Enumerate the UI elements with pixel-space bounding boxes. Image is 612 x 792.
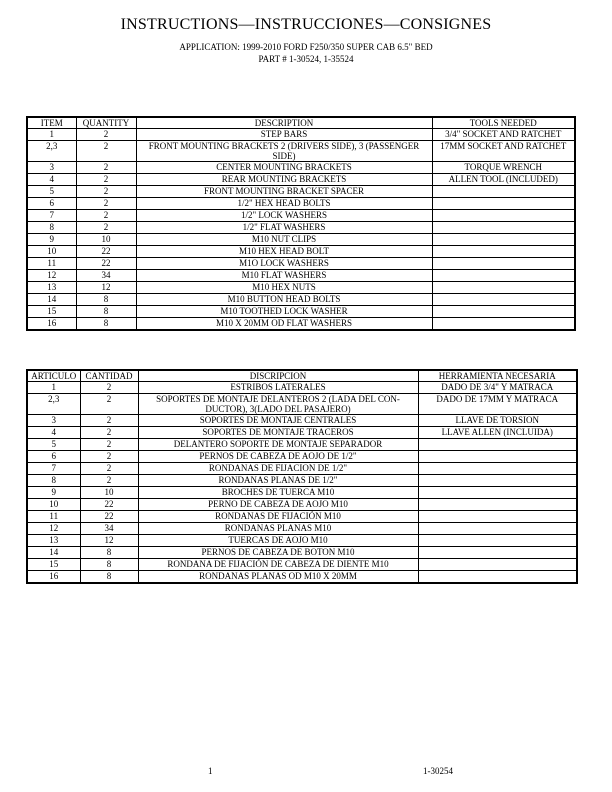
cell-description: M10 HEX NUTS — [136, 282, 432, 294]
cell-item: 15 — [27, 306, 76, 318]
cell-item: 3 — [27, 415, 80, 427]
cell-description: FRONT MOUNTING BRACKET SPACER — [136, 186, 432, 198]
cell-quantity: 22 — [76, 246, 136, 258]
cell-tools — [432, 294, 575, 306]
cell-tools — [418, 571, 577, 584]
table-row — [27, 174, 575, 186]
cell-item: 11 — [27, 511, 80, 523]
table-row — [27, 394, 577, 415]
cell-item: 13 — [27, 535, 80, 547]
table-row — [27, 141, 575, 162]
table-row — [27, 487, 577, 499]
cell-description: M1O LOCK WASHERS — [136, 258, 432, 270]
cell-description: RONDANAS DE FIJACIÓN M10 — [138, 511, 418, 523]
header-description: DESCRIPTION — [136, 117, 432, 129]
cell-description: M10 HEX HEAD BOLT — [136, 246, 432, 258]
cell-item: 4 — [27, 427, 80, 439]
cell-description: M10 TOOTHED LOCK WASHER — [136, 306, 432, 318]
cell-item: 10 — [27, 246, 76, 258]
table-row — [27, 246, 575, 258]
cell-tools — [432, 186, 575, 198]
cell-quantity: 2 — [80, 427, 138, 439]
cell-item: 1 — [27, 382, 80, 394]
header-articulo: ARTICULO — [27, 370, 80, 382]
cell-quantity: 2 — [76, 174, 136, 186]
cell-quantity: 12 — [76, 282, 136, 294]
table-row — [27, 198, 575, 210]
cell-tools — [432, 282, 575, 294]
cell-quantity: 8 — [80, 571, 138, 584]
cell-description: FRONT MOUNTING BRACKETS 2 (DRIVERS SIDE), 3 (PASSENGER SIDE) — [136, 141, 432, 162]
cell-description: SOPORTES DE MONTAJE DELANTEROS 2 (LADA DEL CON- DUCTOR), 3(LADO DEL PASAJERO) — [138, 394, 418, 415]
table-row — [27, 210, 575, 222]
cell-quantity: 8 — [80, 547, 138, 559]
cell-description: ESTRIBOS LATERALES — [138, 382, 418, 394]
cell-tools — [418, 439, 577, 451]
cell-description: SOPORTES DE MONTAJE CENTRALES — [138, 415, 418, 427]
cell-quantity: 2 — [76, 141, 136, 162]
table-row — [27, 306, 575, 318]
cell-tools — [432, 234, 575, 246]
cell-description: TUERCAS DE AOJO M10 — [138, 535, 418, 547]
cell-tools — [418, 547, 577, 559]
cell-quantity: 2 — [76, 198, 136, 210]
cell-description: M10 X 20MM OD FLAT WASHERS — [136, 318, 432, 331]
cell-item: 6 — [27, 451, 80, 463]
cell-tools — [432, 198, 575, 210]
cell-tools — [432, 222, 575, 234]
table-row — [27, 559, 577, 571]
cell-item: 8 — [27, 475, 80, 487]
cell-description: M10 BUTTON HEAD BOLTS — [136, 294, 432, 306]
cell-item: 16 — [27, 571, 80, 584]
cell-quantity: 2 — [80, 451, 138, 463]
cell-tools: ALLEN TOOL (INCLUDED) — [432, 174, 575, 186]
table-header-row — [27, 117, 575, 129]
cell-description: RONDANAS PLANAS DE 1/2" — [138, 475, 418, 487]
cell-item: 2,3 — [27, 394, 80, 415]
cell-tools: LLAVE DE TORSION — [418, 415, 577, 427]
cell-tools — [432, 258, 575, 270]
application-line: APPLICATION: 1999-2010 FORD F250/350 SUPER CAB 6.5" BED — [179, 42, 433, 52]
header-discripcion: DISCRIPCION — [138, 370, 418, 382]
cell-quantity: 2 — [80, 439, 138, 451]
cell-item: 7 — [27, 210, 76, 222]
table-row — [27, 439, 577, 451]
cell-item: 8 — [27, 222, 76, 234]
header-herramienta: HERRAMIENTA NECESARIA — [418, 370, 577, 382]
table-row — [27, 463, 577, 475]
cell-description: SOPORTES DE MONTAJE TRACEROS — [138, 427, 418, 439]
cell-description: CENTER MOUNTING BRACKETS — [136, 162, 432, 174]
cell-quantity: 8 — [80, 559, 138, 571]
cell-item: 14 — [27, 547, 80, 559]
cell-description: REAR MOUNTING BRACKETS — [136, 174, 432, 186]
cell-item: 10 — [27, 499, 80, 511]
cell-item: 3 — [27, 162, 76, 174]
table-row — [27, 523, 577, 535]
cell-description: RONDANAS DE FIJACION DE 1/2" — [138, 463, 418, 475]
cell-description: RONDANAS PLANAS M10 — [138, 523, 418, 535]
cell-tools: TORQUE WRENCH — [432, 162, 575, 174]
cell-description: M10 FLAT WASHERS — [136, 270, 432, 282]
table-row — [27, 427, 577, 439]
document-number: 1-30254 — [423, 766, 453, 776]
table-header-row — [27, 370, 577, 382]
cell-item: 12 — [27, 523, 80, 535]
table-row — [27, 535, 577, 547]
cell-tools — [432, 246, 575, 258]
cell-tools — [432, 318, 575, 331]
cell-item: 7 — [27, 463, 80, 475]
cell-tools: DADO DE 3/4" Y MATRACA — [418, 382, 577, 394]
cell-description: 1/2" HEX HEAD BOLTS — [136, 198, 432, 210]
cell-quantity: 2 — [80, 382, 138, 394]
table-row — [27, 282, 575, 294]
cell-tools: DADO DE 17MM Y MATRACA — [418, 394, 577, 415]
cell-quantity: 10 — [76, 234, 136, 246]
table-row — [27, 129, 575, 141]
cell-tools — [418, 463, 577, 475]
cell-item: 4 — [27, 174, 76, 186]
parts-table-english — [26, 116, 576, 331]
cell-item: 13 — [27, 282, 76, 294]
cell-description: PERNOS DE CABEZA DE BOTON M10 — [138, 547, 418, 559]
header-quantity: QUANTITY — [76, 117, 136, 129]
cell-item: 6 — [27, 198, 76, 210]
cell-quantity: 8 — [76, 318, 136, 331]
cell-tools — [418, 559, 577, 571]
part-number-line: PART # 1-30524, 1-35524 — [258, 54, 354, 64]
table-row — [27, 547, 577, 559]
cell-item: 15 — [27, 559, 80, 571]
parts-table-spanish — [26, 369, 578, 584]
cell-description: M10 NUT CLIPS — [136, 234, 432, 246]
table-row — [27, 234, 575, 246]
page-title: INSTRUCTIONS—INSTRUCCIONES—CONSIGNES — [120, 16, 492, 33]
cell-quantity: 2 — [80, 394, 138, 415]
cell-quantity: 12 — [80, 535, 138, 547]
cell-description: BROCHES DE TUERCA M10 — [138, 487, 418, 499]
cell-quantity: 2 — [80, 463, 138, 475]
cell-description: PERNO DE CABEZA DE AOJO M10 — [138, 499, 418, 511]
cell-tools — [418, 511, 577, 523]
cell-quantity: 2 — [76, 162, 136, 174]
cell-item: 1 — [27, 129, 76, 141]
cell-item: 9 — [27, 487, 80, 499]
cell-description: DELANTERO SOPORTE DE MONTAJE SEPARADOR — [138, 439, 418, 451]
cell-quantity: 22 — [76, 258, 136, 270]
header-tools-needed: TOOLS NEEDED — [432, 117, 575, 129]
table-row — [27, 499, 577, 511]
cell-tools: 3/4" SOCKET AND RATCHET — [432, 129, 575, 141]
cell-quantity: 8 — [76, 306, 136, 318]
cell-tools — [418, 451, 577, 463]
cell-description: RONDANAS PLANAS OD M10 X 20MM — [138, 571, 418, 584]
cell-tools — [418, 499, 577, 511]
cell-tools — [432, 270, 575, 282]
table-row — [27, 186, 575, 198]
cell-quantity: 2 — [76, 186, 136, 198]
cell-tools — [432, 210, 575, 222]
cell-tools — [418, 487, 577, 499]
cell-tools — [432, 306, 575, 318]
table-row — [27, 382, 577, 394]
cell-quantity: 22 — [80, 511, 138, 523]
table-row — [27, 415, 577, 427]
cell-item: 5 — [27, 186, 76, 198]
header-cantidad: CANTIDAD — [80, 370, 138, 382]
cell-item: 11 — [27, 258, 76, 270]
table-row — [27, 475, 577, 487]
cell-quantity: 2 — [76, 222, 136, 234]
cell-item: 12 — [27, 270, 76, 282]
table-row — [27, 270, 575, 282]
cell-item: 5 — [27, 439, 80, 451]
cell-description: RONDANA DE FIJACIÓN DE CABEZA DE DIENTE M10 — [138, 559, 418, 571]
cell-quantity: 2 — [80, 475, 138, 487]
table-row — [27, 222, 575, 234]
cell-item: 2,3 — [27, 141, 76, 162]
cell-description: 1/2" FLAT WASHERS — [136, 222, 432, 234]
cell-tools — [418, 523, 577, 535]
cell-description: STEP BARS — [136, 129, 432, 141]
cell-item: 16 — [27, 318, 76, 331]
cell-quantity: 2 — [76, 210, 136, 222]
cell-quantity: 34 — [80, 523, 138, 535]
cell-quantity: 8 — [76, 294, 136, 306]
table-row — [27, 318, 575, 331]
cell-tools — [418, 535, 577, 547]
table-row — [27, 294, 575, 306]
cell-tools: 17MM SOCKET AND RATCHET — [432, 141, 575, 162]
cell-item: 14 — [27, 294, 76, 306]
cell-quantity: 2 — [76, 129, 136, 141]
header-item: ITEM — [27, 117, 76, 129]
cell-item: 9 — [27, 234, 76, 246]
cell-description: 1/2" LOCK WASHERS — [136, 210, 432, 222]
cell-quantity: 22 — [80, 499, 138, 511]
table-row — [27, 451, 577, 463]
cell-description: PERNOS DE CABEZA DE AOJO DE 1/2" — [138, 451, 418, 463]
cell-quantity: 10 — [80, 487, 138, 499]
table-row — [27, 162, 575, 174]
cell-tools: LLAVE ALLEN (INCLUIDA) — [418, 427, 577, 439]
page-number: 1 — [208, 766, 213, 776]
table-row — [27, 571, 577, 584]
table-row — [27, 511, 577, 523]
cell-quantity: 34 — [76, 270, 136, 282]
table-row — [27, 258, 575, 270]
cell-quantity: 2 — [80, 415, 138, 427]
cell-tools — [418, 475, 577, 487]
